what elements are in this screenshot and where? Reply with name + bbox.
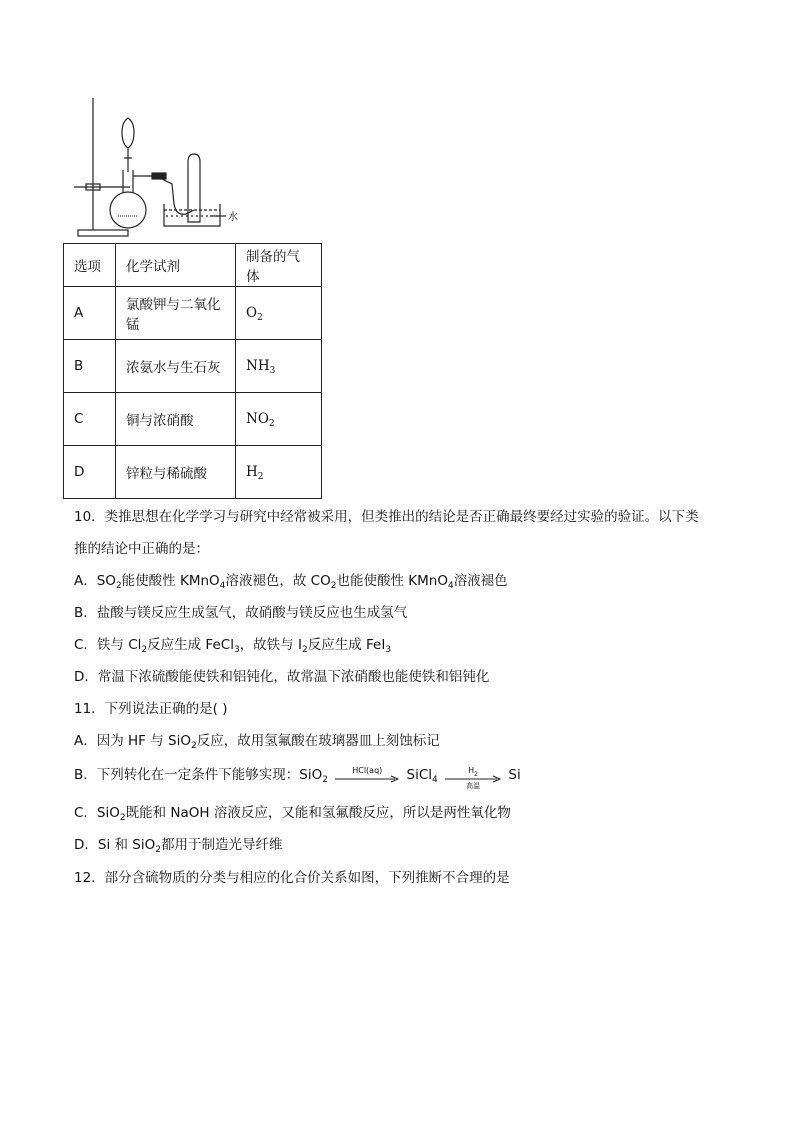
table-header-row: [64, 244, 322, 287]
reaction-arrow-hcl: HCl(aq): [335, 770, 399, 780]
header-option: 选项: [64, 244, 116, 287]
round-bottom-flask: [110, 192, 146, 228]
row-gas: $NH_3$: [236, 340, 322, 393]
row-gas: $O_2$: [236, 287, 322, 340]
row-reagent: 锌粒与稀硫酸: [116, 446, 236, 499]
q10-option-b: B．盐酸与镁反应生成氢气，故硝酸与镁反应也生成氢气: [74, 605, 408, 621]
table-row: [64, 393, 322, 446]
water-label: 水: [228, 212, 238, 223]
row-reagent: 氯酸钾与二氧化锰: [116, 287, 236, 340]
header-reagent: 化学试剂: [116, 244, 236, 287]
q11-option-b: B．下列转化在一定条件下能够实现：SiO$_2$ HCl(aq) SiCl$_4$ $H_2$ 高温 Si: [74, 766, 521, 790]
separatory-funnel: [122, 118, 134, 148]
row-reagent: 铜与浓硝酸: [116, 393, 236, 446]
q10-stem-line1: 10．类推思想在化学学习与研究中经常被采用，但类推出的结论是否正确最终要经过实验的验证。以下类: [74, 509, 699, 525]
row-gas: $H_2$: [236, 446, 322, 499]
gas-apparatus-figure: [60, 92, 260, 242]
table-row: [64, 287, 322, 340]
q12-stem: 12．部分含硫物质的分类与相应的化合价关系如图，下列推断不合理的是: [74, 870, 510, 886]
reagent-table: [63, 243, 322, 499]
row-reagent: 浓氨水与生石灰: [116, 340, 236, 393]
q11-option-a: A．因为 HF 与 SiO$_2$反应，故用氢氟酸在玻璃器皿上刻蚀标记: [74, 733, 440, 751]
row-option: A: [64, 287, 116, 340]
row-option: C: [64, 393, 116, 446]
table-row: [64, 340, 322, 393]
reaction-arrow-h2: $H_2$ 高温: [445, 770, 501, 780]
row-option: B: [64, 340, 116, 393]
q10-option-c: C．铁与 $Cl_2$反应生成 FeCl$_3$，故铁与 $I_2$反应生成 FeI$_3$: [74, 637, 392, 655]
q11-option-d: D．Si 和 SiO$_2$都用于制造光导纤维: [74, 837, 283, 855]
water-trough: [164, 204, 220, 226]
table-row: [64, 446, 322, 499]
stand-base: [78, 230, 128, 236]
q11-option-c: C．SiO$_2$既能和 NaOH 溶液反应，又能和氢氟酸反应，所以是两性氧化物: [74, 805, 511, 823]
q10-stem-line2: 推的结论中正确的是：: [74, 541, 209, 557]
row-option: D: [64, 446, 116, 499]
row-gas: $NO_2$: [236, 393, 322, 446]
q11-stem: 11．下列说法正确的是( ): [74, 701, 228, 717]
q10-option-a: A．$SO_2$能使酸性 KMnO$_4$溶液褪色，故 $CO_2$也能使酸性 KMnO$_4$溶液褪色: [74, 573, 508, 591]
header-gas: 制备的气体: [236, 244, 322, 287]
q10-option-d: D．常温下浓硫酸能使铁和铝钝化，故常温下浓硝酸也能使铁和铝钝化: [74, 669, 490, 685]
